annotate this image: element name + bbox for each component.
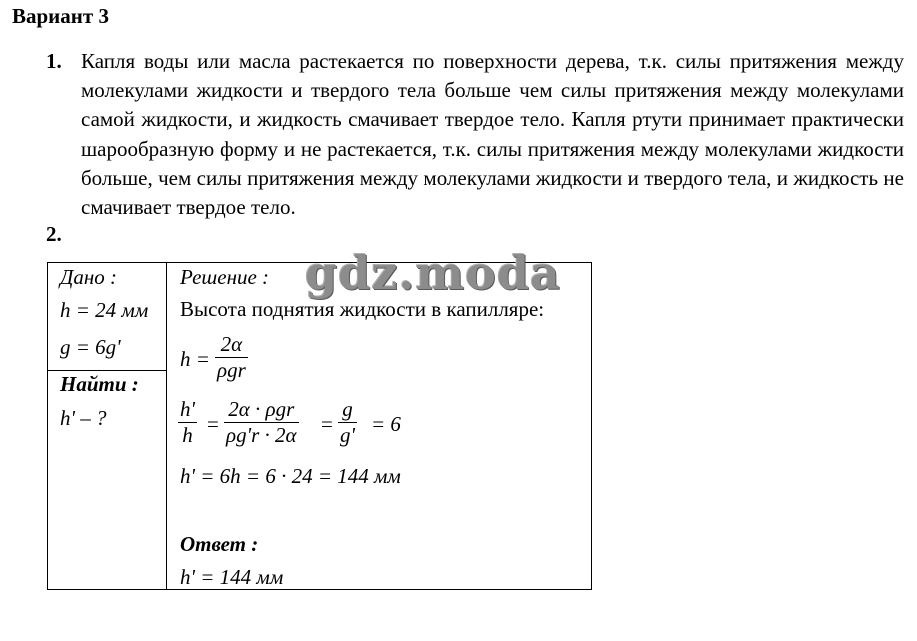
formula-2-result: = 6 [371,412,401,436]
formula-2-lhs-fraction [178,397,197,448]
formula-2-middle-fraction [224,397,299,448]
formula-1-fraction [215,332,248,383]
table-left-border [47,262,48,590]
formula-2-right-denominator: g' [340,423,355,447]
given-h-value: h = 24 мм [60,298,149,322]
given-g-value: g = 6g' [60,335,121,359]
answer-value: h' = 144 мм [180,565,284,589]
solution-label: Решение : [180,265,270,289]
formula-3: h' = 6h = 6 · 24 = 144 мм [180,464,401,488]
page-title: Вариант 3 [12,4,109,28]
solution-intro-text: Высота поднятия жидкости в капилляре: [180,297,545,321]
question-1-number: 1. [46,49,62,73]
given-find-divider [47,370,167,371]
formula-2-lhs-numerator: h' [180,397,195,421]
table-column-divider [166,262,167,590]
formula-2-equals-2: = [321,412,333,436]
watermark-logo: gdz.moda [305,246,561,300]
table-bottom-border [47,589,592,590]
formula-2-middle-denominator: ρg'r · 2α [226,423,297,447]
formula-1-lhs: h = [180,347,210,371]
formula-2-right-fraction [338,397,357,448]
question-1-answer-text: Капля воды или масла растекается по поверхности дерева, т.к. силы притяжения между молекулами жидкости и твердого тела больше чем силы притяжения между молекулами самой жидкости, и жидкость смачивает твердое тело. Капля ртути принимает практически шарообразную форму и не растекается, т.к. силы притяжения между молекулами жидкости больше, чем силы притяжения между молекулами жидкости и твердого тела, и жидкость не смачивает твердое тело. [81,49,904,220]
table-right-border [591,262,592,590]
given-label: Дано : [60,265,118,289]
question-2-number: 2. [46,222,62,246]
formula-1-numerator: 2α [220,332,243,356]
formula-2-right-numerator: g [342,397,353,421]
solution-table [47,262,592,590]
formula-1-denominator: ρgr [217,358,246,382]
formula-2-middle-numerator: 2α · ρgr [228,397,295,421]
formula-2-equals-1: = [207,412,219,436]
find-h-prime: h' – ? [60,406,107,430]
formula-2-lhs-denominator: h [182,423,193,447]
find-label: Найти : [60,372,139,396]
answer-label: Ответ : [180,532,259,556]
